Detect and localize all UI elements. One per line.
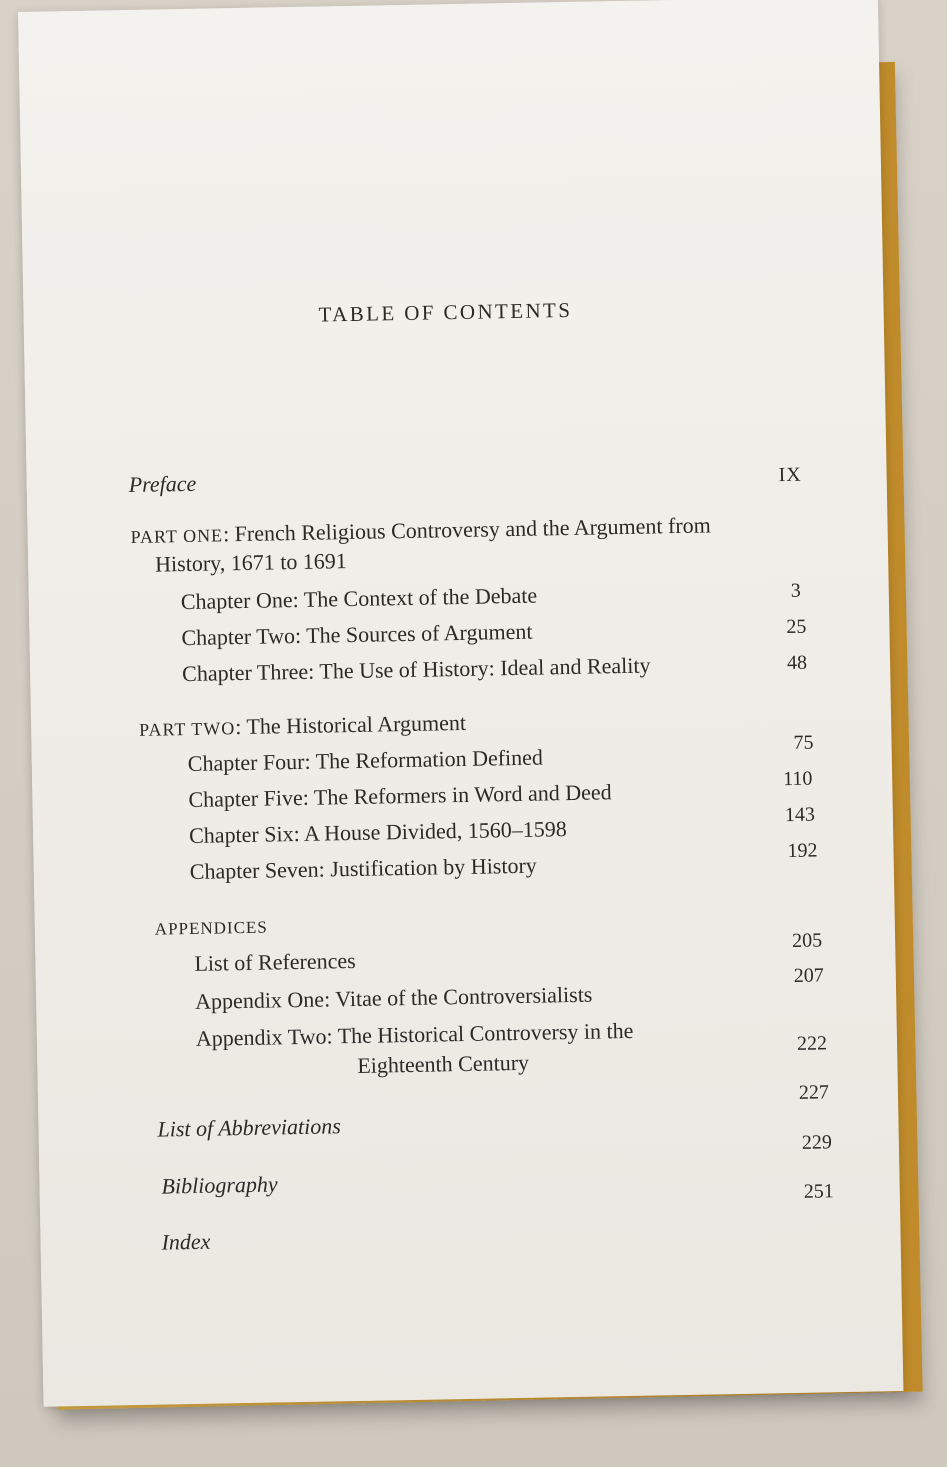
toc-entry-label: Chapter Seven: Justification by History: [189, 852, 538, 884]
part-two-heading: [139, 710, 466, 742]
toc-entry-label: Index: [161, 1228, 211, 1255]
toc-entry-page: 25: [786, 615, 807, 639]
toc-entry-page: 143: [784, 803, 816, 827]
appendices-heading: APPENDICES: [154, 917, 268, 939]
toc-entry-label: Preface: [128, 470, 197, 498]
part-two-prefix: PART TWO: [138, 718, 236, 740]
part-one-title-continuation: History, 1671 to 1691: [154, 548, 348, 577]
toc-entry-label: Appendix Two: The Historical Controversy in the: [195, 1017, 634, 1051]
toc-entry-page: 207: [793, 964, 824, 987]
toc-entry-bibliography: [39, 1131, 899, 1206]
toc-entry-page: 205: [791, 929, 823, 952]
toc-entry-label: Chapter Three: The Use of History: Ideal and Reality: [181, 652, 651, 687]
part-one-heading: [130, 512, 711, 549]
page-title: TABLE OF CONTENTS: [318, 297, 573, 327]
toc-entry-list-of-abbreviations: [38, 1081, 898, 1149]
toc-entry-page: 110: [782, 767, 813, 791]
toc-entry-appendix-two-continuation: Eighteenth Century: [357, 1049, 530, 1078]
toc-entry-preface: [26, 458, 886, 504]
toc-entry-page: 222: [796, 1032, 828, 1055]
toc-entry-label: Bibliography: [161, 1171, 278, 1199]
part-two-title: : The Historical Argument: [235, 709, 467, 740]
toc-entry-page: 3: [790, 579, 801, 602]
book-page: [18, 0, 903, 1407]
toc-entry-list-of-references: [35, 929, 895, 984]
toc-entry-page: 48: [786, 651, 808, 675]
toc-entry-page: IX: [778, 463, 802, 487]
toc-entry-label: Chapter One: The Context of the Debate: [180, 582, 538, 615]
toc-entry-label: Chapter Six: A House Divided, 1560–1598: [188, 816, 567, 849]
toc-entry-page: 192: [787, 839, 818, 863]
toc-entry-label: Chapter Five: The Reformers in Word and Deed: [188, 779, 612, 813]
toc-entry-label: List of References: [194, 947, 356, 976]
toc-entry-page: 229: [801, 1131, 833, 1154]
toc-entry-label: Appendix One: Vitae of the Controversialists: [194, 981, 593, 1014]
toc-entry-page: 75: [793, 731, 814, 754]
part-one-title: : French Religious Controversy and the Argument from: [222, 512, 712, 547]
part-one-prefix: PART ONE: [130, 525, 224, 548]
toc-entry-label: Chapter Four: The Reformation Defined: [187, 744, 544, 777]
toc-entry-label: Chapter Two: The Sources of Argument: [181, 618, 533, 651]
toc-entry-label: List of Abbreviations: [157, 1113, 342, 1142]
toc-entry-page: 251: [803, 1180, 834, 1203]
toc-entry-page: 227: [798, 1081, 830, 1104]
